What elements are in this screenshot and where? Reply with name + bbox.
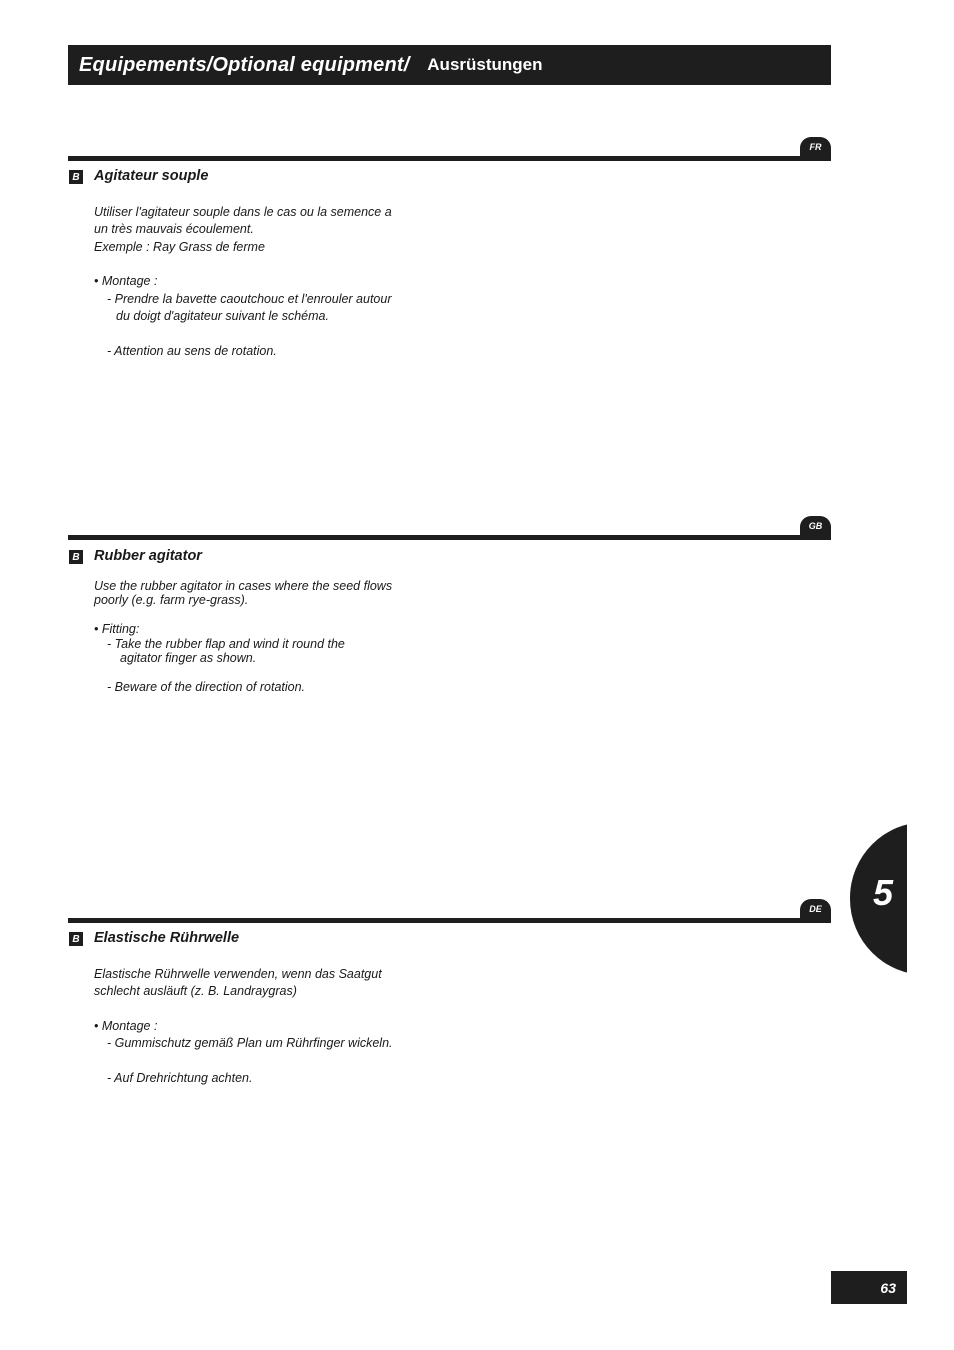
section-title-fr: Agitateur souple (94, 168, 209, 184)
section-rule (68, 535, 831, 540)
page-edge (907, 800, 954, 1000)
page-number: 63 (831, 1271, 907, 1304)
lang-tab-de: DE (800, 899, 831, 921)
intro-line: un très mauvais écoulement. (94, 222, 254, 236)
step-line: - Prendre la bavette caoutchouc et l'enrouler autour (107, 292, 392, 306)
section-badge: B (69, 932, 83, 946)
page-header (68, 45, 831, 85)
section-badge: B (69, 170, 83, 184)
step-line: - Gummischutz gemäß Plan um Rührfinger wickeln. (107, 1036, 393, 1050)
header-title-fr: Equipements (79, 53, 207, 76)
intro-line: Elastische Rührwelle verwenden, wenn das Saatgut (94, 967, 382, 981)
header-separator: / (206, 53, 213, 76)
intro-line: schlecht ausläuft (z. B. Landraygras) (94, 984, 297, 998)
lang-tab-gb: GB (800, 516, 831, 538)
intro-line: Use the rubber agitator in cases where the seed flows (94, 579, 393, 593)
step-line: - Beware of the direction of rotation. (107, 680, 306, 694)
step-line: - Take the rubber flap and wind it round the (107, 637, 345, 651)
step-line: - Attention au sens de rotation. (107, 344, 277, 358)
intro-line: Exemple : Ray Grass de ferme (94, 240, 265, 254)
section-badge: B (69, 550, 83, 564)
section-rule (68, 918, 831, 923)
bullet-line: • Montage : (94, 1019, 158, 1033)
section-rule (68, 156, 831, 161)
intro-line: poorly (e.g. farm rye-grass). (94, 593, 249, 607)
step-line: du doigt d'agitateur suivant le schéma. (116, 309, 329, 323)
section-title-gb: Rubber agitator (94, 548, 202, 564)
step-line: agitator finger as shown. (120, 651, 257, 665)
step-line: - Auf Drehrichtung achten. (107, 1071, 253, 1085)
header-title-gb: Optional equipment (212, 53, 404, 76)
section-title-de: Elastische Rührwelle (94, 930, 240, 946)
bullet-line: • Fitting: (94, 622, 140, 636)
intro-line: Utiliser l'agitateur souple dans le cas ou la semence a (94, 205, 392, 219)
chapter-number: 5 (873, 872, 894, 913)
header-separator: / (403, 53, 410, 76)
bullet-line: • Montage : (94, 274, 158, 288)
header-title-de: Ausrüstungen (427, 55, 543, 74)
lang-tab-fr: FR (800, 137, 831, 159)
